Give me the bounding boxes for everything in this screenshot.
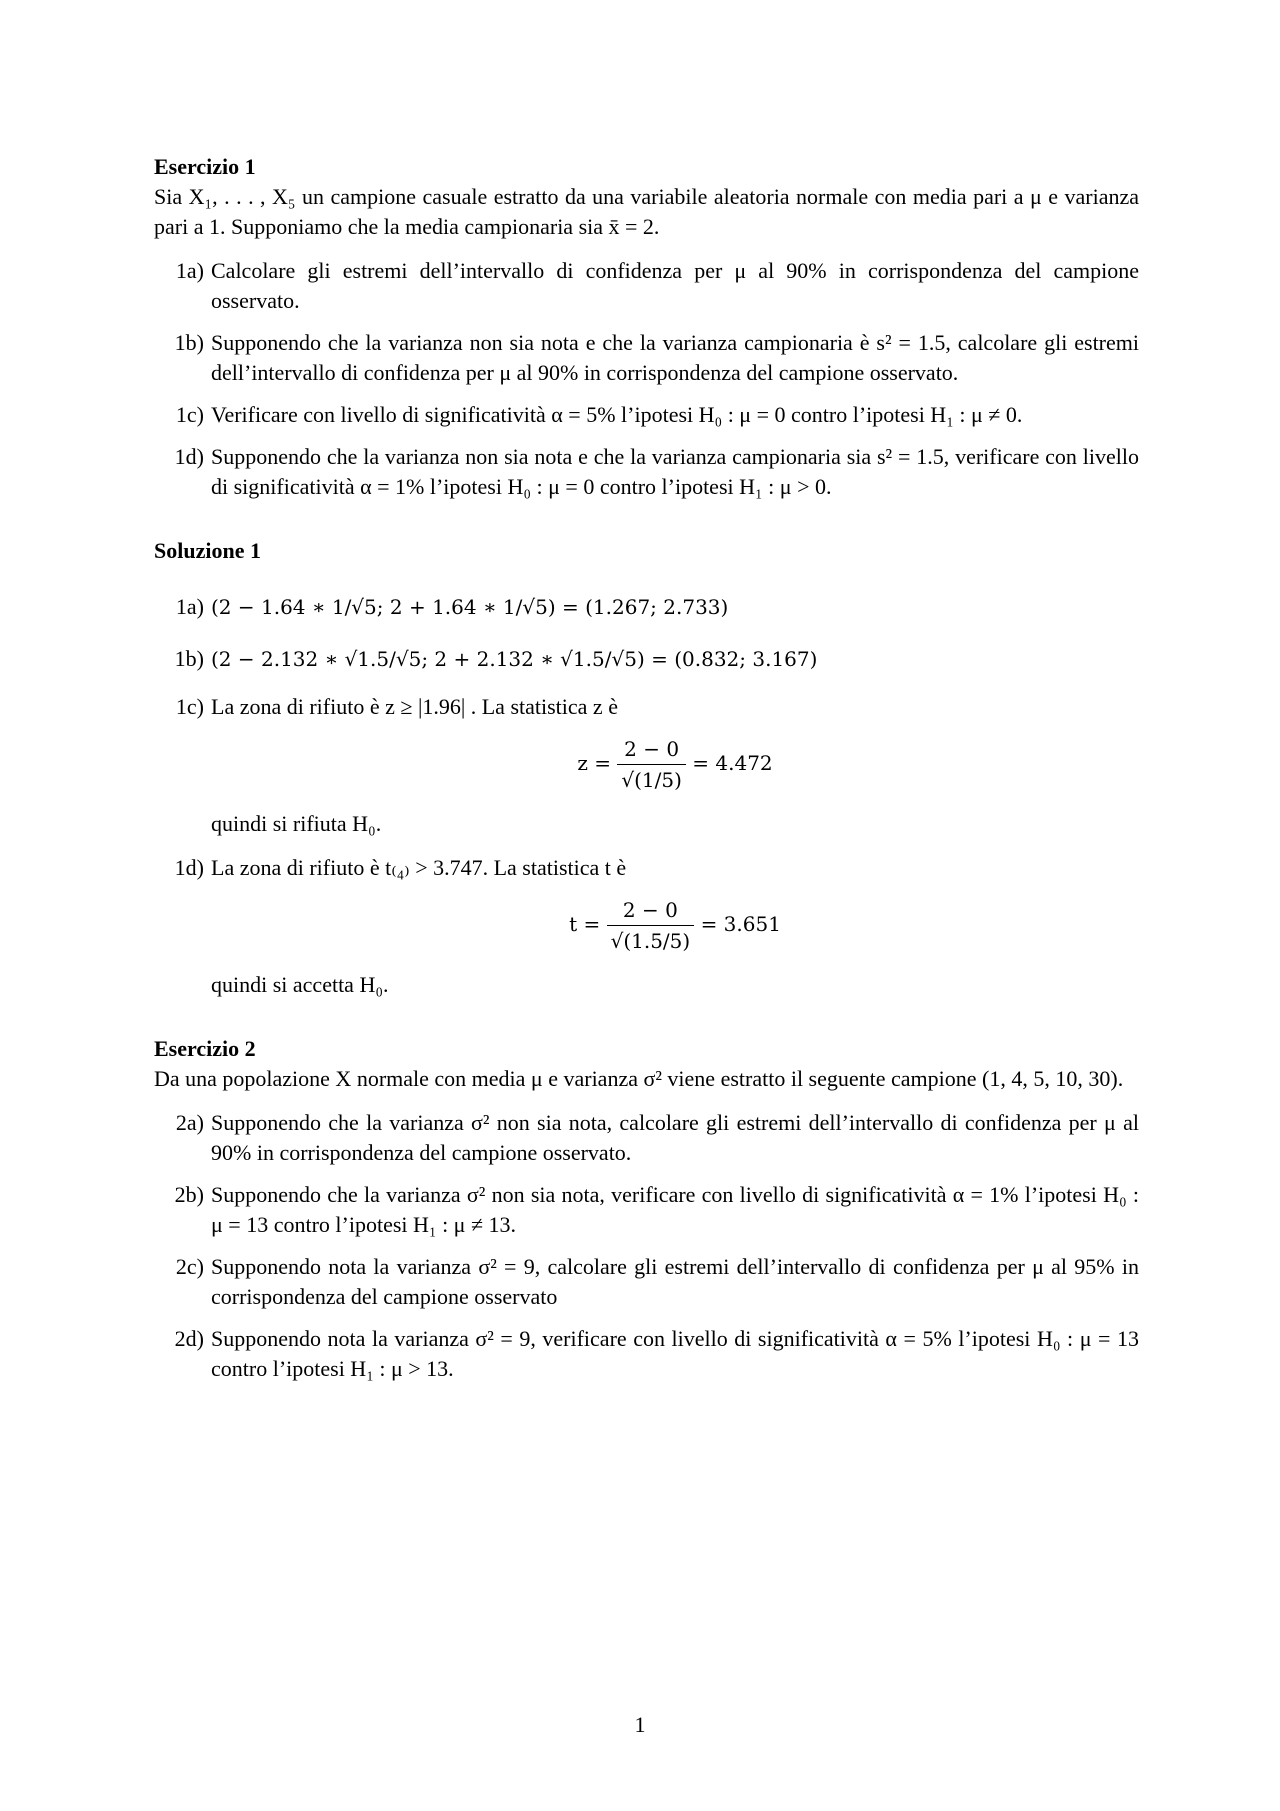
item-label: 2d) xyxy=(174,1326,204,1351)
exercise-item-1a xyxy=(154,256,1139,316)
equation-lhs: t = xyxy=(569,912,601,936)
solution-item-1a xyxy=(154,592,1139,622)
item-label: 1c) xyxy=(175,694,204,719)
document-page xyxy=(154,152,1139,1384)
fraction-denominator: √(1.5/5) xyxy=(610,929,691,953)
item-text: La zona di rifiuto è t₍₄₎ > 3.747. La statistica t è xyxy=(211,855,627,880)
fraction xyxy=(607,895,695,956)
fraction-denominator: √(1/5) xyxy=(621,768,682,792)
conclusion: quindi si rifiuta H₀. xyxy=(211,811,382,836)
item-text: Supponendo che la varianza σ² non sia nota, verificare con livello di significatività α = 1% l’ipotesi H₀ : μ = 13 contro l’ipotesi H₁ : μ ≠ 13. xyxy=(211,1182,1139,1237)
conclusion: quindi si accetta H₀. xyxy=(211,972,389,997)
solution-item-1b xyxy=(154,644,1139,674)
item-label: 1d) xyxy=(174,855,204,880)
fraction-numerator: 2 − 0 xyxy=(607,895,695,926)
item-label: 1d) xyxy=(174,444,204,469)
z-statistic-equation xyxy=(211,734,1139,795)
formula: (2 − 1.64 ∗ 1/√5; 2 + 1.64 ∗ 1/√5) = (1.267; 2.733) xyxy=(211,595,729,619)
exercise-item-2d xyxy=(154,1324,1139,1384)
equation-rhs: = 4.472 xyxy=(692,751,773,775)
t-statistic-equation xyxy=(211,895,1139,956)
exercise-2-intro: Da una popolazione X normale con media μ e varianza σ² viene estratto il seguente campione (1, 4, 5, 10, 30). xyxy=(154,1066,1124,1091)
item-label: 2c) xyxy=(175,1254,204,1279)
item-text: Supponendo nota la varianza σ² = 9, calcolare gli estremi dell’intervallo di confidenza per μ al 95% in corrispondenza del campione osservato xyxy=(211,1254,1139,1309)
item-label: 1b) xyxy=(174,646,204,671)
exercise-item-1c xyxy=(154,400,1139,430)
item-text: Supponendo che la varianza non sia nota e che la varianza campionaria sia s² = 1.5, verificare con livello di significatività α = 1% l’ipotesi H₀ : μ = 0 contro l’ipotesi H₁ : μ > 0. xyxy=(211,444,1139,499)
exercise-item-1b xyxy=(154,328,1139,388)
fraction xyxy=(617,734,686,795)
formula: (2 − 2.132 ∗ √1.5/√5; 2 + 2.132 ∗ √1.5/√5) = (0.832; 3.167) xyxy=(211,647,818,671)
page-number: 1 xyxy=(634,1712,646,1737)
exercise-1-intro: Sia X₁, . . . , X₅ un campione casuale estratto da una variabile aleatoria normale con media pari a μ e varianza pari a 1. Supponiamo che la media campionaria sia x̄ = 2. xyxy=(154,184,1139,239)
fraction-numerator: 2 − 0 xyxy=(617,734,686,765)
exercise-1-title: Esercizio 1 xyxy=(154,154,256,179)
equation-rhs: = 3.651 xyxy=(700,912,781,936)
item-label: 1a) xyxy=(175,258,204,283)
solution-1-title: Soluzione 1 xyxy=(154,538,261,563)
item-text: Calcolare gli estremi dell’intervallo di confidenza per μ al 90% in corrispondenza del campione osservato. xyxy=(211,258,1139,313)
exercise-1-items xyxy=(154,256,1139,502)
item-text: La zona di rifiuto è z ≥ |1.96| . La statistica z è xyxy=(211,694,618,719)
item-label: 1c) xyxy=(175,402,204,427)
exercise-item-2b xyxy=(154,1180,1139,1240)
exercise-2-title: Esercizio 2 xyxy=(154,1036,256,1061)
item-label: 1b) xyxy=(174,330,204,355)
item-label: 2b) xyxy=(174,1182,204,1207)
exercise-item-2a xyxy=(154,1108,1139,1168)
exercise-item-1d xyxy=(154,442,1139,502)
equation-lhs: z = xyxy=(577,751,611,775)
item-text: Supponendo che la varianza non sia nota e che la varianza campionaria è s² = 1.5, calcolare gli estremi dell’intervallo di confidenza per μ al 90% in corrispondenza del campione osservato. xyxy=(211,330,1139,385)
exercise-2-items xyxy=(154,1108,1139,1384)
exercise-item-2c xyxy=(154,1252,1139,1312)
item-text: Verificare con livello di significatività α = 5% l’ipotesi H₀ : μ = 0 contro l’ipotesi H₁ : μ ≠ 0. xyxy=(211,402,1023,427)
item-label: 1a) xyxy=(175,594,204,619)
solution-1-items xyxy=(154,592,1139,1000)
solution-item-1d xyxy=(154,853,1139,1000)
item-text: Supponendo che la varianza σ² non sia nota, calcolare gli estremi dell’intervallo di confidenza per μ al 90% in corrispondenza del campione osservato. xyxy=(211,1110,1139,1165)
item-label: 2a) xyxy=(175,1110,204,1135)
solution-item-1c xyxy=(154,692,1139,839)
item-text: Supponendo nota la varianza σ² = 9, verificare con livello di significatività α = 5% l’ipotesi H₀ : μ = 13 contro l’ipotesi H₁ : μ > 13. xyxy=(211,1326,1139,1381)
